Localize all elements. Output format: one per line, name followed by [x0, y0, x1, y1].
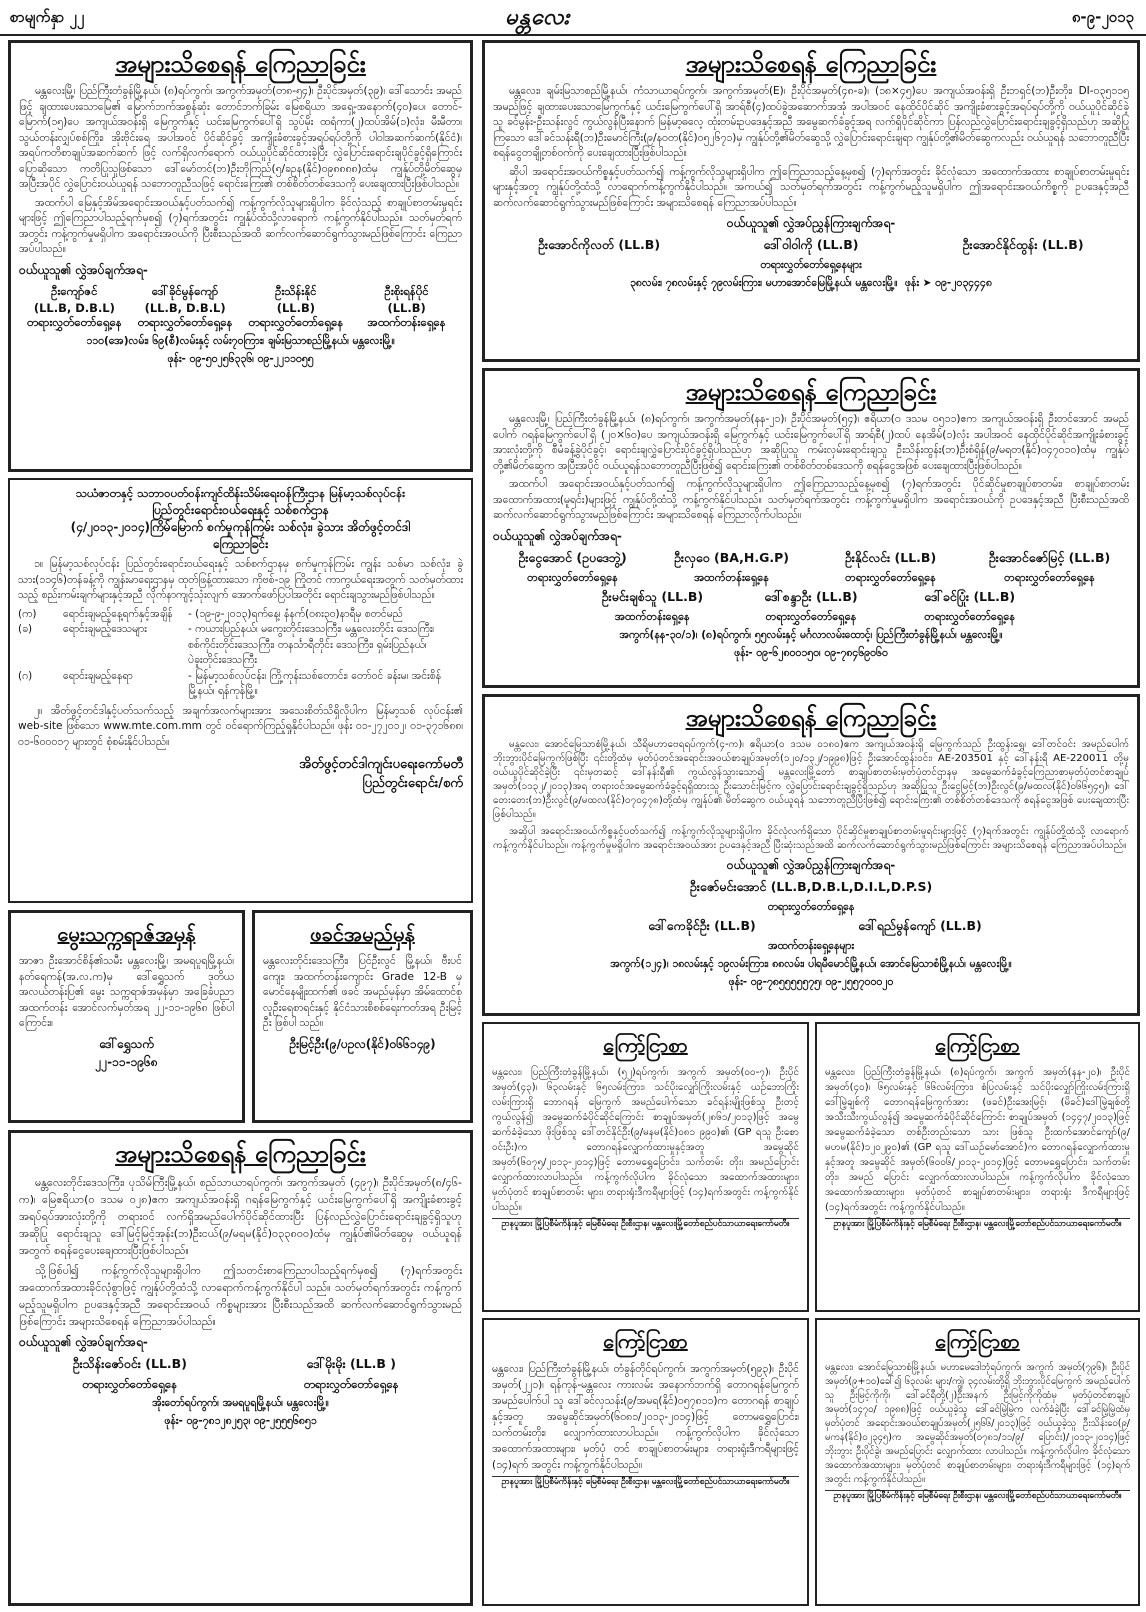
lawyer: ဦးသိန်းနိုင် (LL.B) တရားလွှတ်တော်ရှေ့နေ — [248, 283, 344, 329]
notice-paragraph: မန္တလေး၊ အောင်မြေသာစံမြို့နယ်၊ သီရိမဟာဗေရရပ်ကွက်(၄-က)၊ ဧရိယာ(၀ ဒသမ ၀၁၈၀)ဧက အကျယ်အဝန်းရှိ မြေကွက်သည် ဦးထွန်းရွှေ၊ ဒေါ်တင်ဝင်း အမည်ပေါက် ဘိုးဘွားပိုင်မြေကွက်ဖြစ်ပြီး ၎င်းတို့ထံမှ မှတ်ပုံတင်အရောင်းအဝယ်စာချုပ်အမှတ်(၁၂၀/၁၃၂/၁၉၉၈)ဖြင့် ဦးအောင်ထွန်းဝင်း၊ AE-203501 နှင့် ဒေါ်နန်းရီ AE-220011 တို့မှ ဝယ်ယူပိုင်ဆိုင်ခဲ့ပြီး ၎င်းမှတဆင့် ဒေါ်နန်းရီ၏ ကွယ်လွန်သွားသော၍ မန္တလေးမြို့တော် စာချုပ်စာတမ်းမှတ်ပုံတင်ဌာနမှ အမွေဆက်ခံခွင့်ကြေညာစာမှတ်ပုံတင်စာချုပ်အမှတ်(၁၁၃၂/၂၀၁၃)အရ တရားဝင်အမွေဆက်ခံခွင့်ရရှိထားသူ ဦးသောင်းမြင့်က လွှဲပြောင်းရောင်းချခွင့်ရှိသည်ဟု အဆိုပြုသူ ဦးငွေမြင့်(ဘ)ဦးလွင်(၉/မထလ(နိုင်)၀၆၆၅၄၅)၊ ဒေါ်တေးတေး(ဘ)ဦးလွင်(၉/မထလ(နိုင်)၀၇၀၄၇၈)တို့ထံမှ ကျွန်ုပ်၏ မိတ်ဆွေက ဝယ်ယူရန် သဘောတူညီပြီးဖြစ်၍ ရောင်းကြေး၏ တစ်စိတ်တစ်ဒေသကို စရန်ငွေအဖြစ် ပေးချေထားပြီးဖြစ်ပါသည်။ — [493, 739, 1129, 820]
office-address: ၁၁၀(အေ)လမ်း၊ ၆၉(စီ)လမ်းနှင့် လမ်း၇၀ကြား၊ ချမ်းမြသာစည်မြို့နယ်၊ မန္တလေးမြို့။ — [86, 334, 395, 347]
office-phone: ဖုန်း ➤ ၀၉-၂၀၃၄၄၄၈ — [904, 277, 992, 289]
lawyer-role: တရားလွှတ်တော်ရှေ့နေ — [527, 570, 618, 584]
lawyer: ဦးစိုးရန်ပိုင် (LL.B) အထက်တန်းရှေ့နေ — [367, 283, 446, 329]
tender-item: (က) ရောင်းချမည့်နေ့ရက်နှင့်အချိန် - (၁၉-၉-၂၀၁၃)ရက်နေ့၊ နံနက်(၀၈း၃၀)နာရီမှ စတင်မည် — [18, 607, 403, 620]
notice-body — [493, 412, 1129, 524]
notice-public-1 — [8, 40, 473, 472]
notice-body — [19, 1174, 462, 1330]
notice-public-5 — [8, 1130, 473, 1606]
tender-department: ပြည်တွင်းရောင်းဝယ်ရေးနှင့် သစ်စက်ဌာန — [152, 503, 329, 517]
lawyer: ဒေါ်ကေခိုင်ဦး (LL.B) — [648, 918, 756, 933]
tender-heading: ကြေညာခြင်း — [212, 537, 269, 551]
mandate-line: ဝယ်ယူသူ၏ လွှဲအပ်ချက်အရ- — [19, 262, 148, 277]
issuer-footer: ဥာနပူအား မြို့ပြစီမံကိန်းနှင့် မြေစီမံရေး ဦးစီးဌာန၊ မန္တလေးမြို့တော်စည်ပင်သာယာရေးကော်မတီ။ — [492, 1218, 799, 1231]
lawyer: ဒေါ်မိုးမိုး (LL.B ) — [306, 1356, 396, 1371]
lawyer: ဦးကျော်ဇင် (LL.B, D.B.L) တရားလွှတ်တော်ရှေ့နေ — [26, 283, 122, 329]
notice-title: ကြော်ငြာစာ — [935, 1033, 1020, 1057]
signer-name: ဦးမြင့်ဦး(၉/ပဥလ(နိုင်)၀၆၆၁၄၉) — [289, 1036, 436, 1051]
notice-body — [493, 84, 1129, 211]
notice-paragraph: ဆိုပါ အရောင်းအဝယ်ကိစ္စနှင့်ပတ်သက်၍ ကန့်ကွက်လိုသူများရှိပါက ဤကြေညာသည့်နေ့မှစ၍ (၇)ရက်အတွင်း ခိုင်လုံသော အထောက်အထား စာချုပ်စာတမ်းမူရင်းများနှင့်အတူ ကျွန်ုပ်တို့ထံသို့ လာရောက်ကန့်ကွက်နိုင်ပါသည်။ အကယ်၍ သတ်မှတ်ရက်အတွင်း ကန့်ကွက်မည့်သူမရှိပါက ဤအရောင်းအဝယ်ကိစ္စကို ဥပဒေနှင့်အညီ ဆက်လက်ဆောင်ရွက်သွားမည်ဖြစ်ကြောင်း အများသိစေရန် ကြေညာအပ်ပါသည်။ — [493, 165, 1129, 209]
lawyer-role: တရားလွှတ်တော်ရှေ့နေ — [765, 609, 857, 623]
tender-body — [18, 557, 463, 604]
notice-title: ကြော်ငြာစာ — [603, 1033, 688, 1057]
lawyer: ဒေါ်ခင်ပြုံး (LL.B) — [924, 588, 1016, 604]
lawyer-row — [493, 237, 1129, 256]
office-address: အိုးတော်ရပ်ကွက်၊ အမရပူရမြို့နယ်၊ မန္တလေးမြို့။ — [152, 1397, 329, 1409]
mandate-line: ဝယ်ယူသူ၏ လွှဲအပ်ညွှန်ကြားချက်အရ- — [726, 858, 896, 872]
lawyer-role: တရားလွှတ်တော်ရှေ့နေ — [303, 1377, 399, 1391]
land-notice-1 — [482, 1022, 809, 1312]
lawyer-row — [493, 918, 1129, 937]
notice-public-3 — [482, 368, 1140, 688]
notice-paragraph: အထက်ပါ အရောင်းအဝယ်နှင့်ပတ်သက်၍ ကန့်ကွက်လိုသူများရှိပါက ဤကြေညာသည့်နေ့မှစ၍ (၇)ရက်အတွင်း ပိုင်ဆိုင်မှုစာချုပ်စာတမ်း၊ စာချုပ်စာတမ်း အထောက်အထား(မူရင်း)များဖြင့် ကျွန်ုပ်တို့ထံသို့ ကန့်ကွက်နိုင်ပါသည်။ သတ်မှတ်ရက်အတွင်း ကန့်ကွက်မှုမရှိပါက အရောင်းအဝယ်ကို ဥပဒေနှင့်အညီ ပြီးစီးသည်အထိ ဆက်လက်ဆောင်ရွက်သွားမည်ဖြစ်ကြောင်း အများသိစေရန် ကြေညာလိုက်ပါသည်။ — [493, 478, 1129, 521]
newspaper-logo: မန္တလေး — [505, 5, 571, 30]
office-phone: ဖုန်း- ၀၉-၇၈၅၅၅၅၅၇၅၊ ၀၉-၂၅၅၇၀၀၀၂၀ — [728, 976, 894, 988]
issuer-footer: ဥာနပူအား မြို့ပြစီမံကိန်းနှင့် မြေစီမံရေး ဦးစီးဌာန၊ မန္တလေးမြို့တော်စည်ပင်သာယာရေးကော်မတီ။ — [492, 1476, 799, 1489]
notice-body: မန္တလေး၊ ပြည်ကြီးတံခွန်မြို့နယ်၊ (၈)ရပ်ကွက်၊ အကွက် အမှတ်(နန-၂၀)၊ ဦးပိုင်အမှတ်(၄၀)၊ ၆၅လမ်းနှင့် ၆၆လမ်းကြား၊ စံပြလမ်းနှင့် သင်ပိုးလျှော်ကြိုးလမ်းကြားရှိ ဒေါ်မြဲ့ချစ်ကို တောဂရန်မြေကွက်အား (ဖခင်)ဦးအေးမြင့်၊ (မိခင်)ဒေါ်မြဲ့ချစ်တို့ အသီးသီးကွယ်လွန်၍ အမွေဆက်ခံပိုင်ဆိုင်ကြောင်း စာချုပ်အမှတ် (၁၄၄၇/၂၀၁၃)ဖြင့် အမွေဆက်ခံခဲ့သော တစ်ဦးတည်းသော သား ဖြစ်သူ ဦးထက်အောင်ကျော်(၉/မဟမ(နိုင်)၁၂၀၂၉၀)၏ (GP ရသူ ဒေါ်ယဉ်မော်အောင်)က တောဂရန်လျှောက်ထားမှုနှင့်အတူ အမွေဆိုင် အမှတ်(၆၀၀၆/၂၀၁၃-၂၀၁၄)ဖြင့် တောမရွှေပြောင်း၊ သက်တမ်းတိုး၊ အမည် ပြောင်း လျှောက်ထားလာပါသည်။ ကန့်ကွက်လိုပါက ခိုင်လုံသော အထောက်အထားများ၊ မှတ်ပုံတင် စာချုပ်စာတမ်းများ၊ တရားရုံး ဒီကရီများဖြင့် (၁၄)ရက်အတွင်း ကန့်ကွက်နိုင်ပါသည်။ — [825, 1067, 1130, 1213]
lawyer: ဒေါ်ဝါဝါကို (LL.B) — [763, 237, 859, 252]
notice-title: ဖခင်အမည်မှန် — [310, 922, 415, 946]
notice-paragraph: မန္တလေး၊ ချမ်းမြသာစည်မြို့နယ်၊ ကံသာယာရပ်ကွက်၊ အကွက်အမှတ်(E)၊ ဦးပိုင်အမှတ်(၄၈-ခ)၊ (၁၈×၄၅)ပေ အကျယ်အဝန်းရှိ ဦးဘရှင်(ဘ)ဦးတိုး၊ DI-၀၃၅၁၁၅ အမည်ဖြင့် ချထားပေးသောမြေကွက်နှင့် ယင်းမြေကွက်ပေါ်ရှိ အာရ်စီ(၄)ထပ်ခွဲအဆောက်အအုံ အပါအဝင် နေထိုင်ပိုင်ဆိုင် အကျိုးခံစားခွင့်အရပ်ရပ်တို့ကို ဝယ်ယူပိုင်ဆိုင်ခဲ့သူ ခင်မွန်း-ဦးသန်းလွင် ကွယ်လွန်ပြီးနောက် မြန်မာ့ဓလေ့ ထုံးတမ်းဥပဒေနှင့်အညီ အမွေဆက်ခံခွင့်အရ လက်ရှိပိုင်ဆိုင်ကာ ပြန်လည်လွှဲပြောင်းရောင်းချခွင့်ရှိသည်ဟု အဆိုပြုကြသော ဒေါ်ခင်သန်းရီ(ဘ)ဦးမောင်ကြီး(၉/နဝတ(နိုင်)၀၅၂၆၇၁)မှ ကျွန်ုပ်တို့၏မိတ်ဆွေသို့ လွှဲပြောင်းရောင်းချရာ ကျွန်ုပ်တို့၏မိတ်ဆွေကလည်း ဝယ်ယူရန် သဘောတူညီပြီး စရန်ငွေတချို့တစ်ဝက်ကို ပေးချေထားပြီးဖြစ်ပါသည်။ — [493, 85, 1129, 159]
issuer-footer: ဥာနပူအား မြို့ပြစီမံကိန်းနှင့် မြေစီမံရေး ဦးစီးဌာန၊ မန္တလေးမြို့တော်စည်ပင်သာယာရေးကော်မတီ။ — [825, 1490, 1130, 1503]
lawyer: ဒေါ်ခိုင်မွန်ကျော် (LL.B, D.B.L) တရားလွှတ်တော်ရှေ့နေ — [137, 283, 233, 329]
notice-paragraph: အထက်ပါ မြေနှင့်အိမ်အရောင်းအဝယ်နှင့်ပတ်သက်၍ ကန့်ကွက်လိုသူများရှိပါက ခိုင်လုံသည့် စာချုပ်စာတမ်းမူရင်းများဖြင့် ဤကြေညာပါသည့်ရက်မှစ၍ (၇)ရက်အတွင်း ကျွန်ုပ်ထံသို့လာရောက် ကန့်ကွက်နိုင်ပါသည်။ သတ်မှတ်ရက်အတွင်း ကန့်ကွက်မှုမရှိပါက အရောင်းအဝယ်ကို ပြီးစီးသည်အထိ ဆက်လက်ဆောင်ရွက်သွားမည်ဖြစ်ကြောင်း ကြေညာအပ်ပါသည်။ — [19, 196, 462, 255]
lawyer-role: တရားလွှတ်တော်ရှေ့နေ — [845, 570, 936, 584]
notice-paragraph: မန္တလေးတိုင်းဒေသကြီး၊ ပုသိမ်ကြီးမြို့နယ်၊ စည်သာယာရပ်ကွက်၊ အကွက်အမှတ် (၄၉၇)၊ ဦးပိုင်အမှတ်(၈/၄၆-က)၊ မြေဧရိယာ(၀ ဒသမ ၀၂၈)ဧက အကျယ်အဝန်းရှိ ဂရန်မြေကွက်နှင့် ယင်းမြေကွက်ပေါ်ရှိ အကျိုးခံစားခွင့်အရပ်ရပ်အားလုံးတို့ကို တရားဝင် လက်ရှိအမည်ပေါက်ပိုင်ဆိုင်ထားပြီး ပြန်လည်လွှဲပြောင်းရောင်းချခွင့်ရှိသူဟု အဆိုပြု ရောင်းချသူ ဒေါ်မြင့်မြင့်အုန်း(ဘ)ဦးငယ်(၉/မရမ(နိုင်)၀၃၃၈၀၀)ထံမှ ကျွန်ုပ်၏မိတ်ဆွေမှ ဝယ်ယူရန်အတွက် စရန်ငွေပေးချေထားပြီးဖြစ်ပါသည်။ — [19, 1176, 462, 1257]
notice-paragraph: မန္တလေးမြို့၊ ပြည်ကြီးတံခွန်မြို့နယ်၊ (၈)ရပ်ကွက်၊ အကွက်အမှတ်(နန-၂၁)၊ ဦးပိုင်အမှတ်(၅၄)၊ ဧရိယာ(၀ ဒသမ ၀၅၁၁)ဧက အကျယ်အဝန်းရှိ ဦးတင်အောင် အမည်ပေါက် ဂရန်မြေကွက်ပေါ်ရှိ (၂၀×၆၀)ပေ အကျယ်အဝန်းရှိ မြေကွက်နှင့် ယင်းမြေကွက်ပေါ်ရှိ အာရ်စီ(၂)ထပ် နေအိမ်(၁)လုံး အပါအဝင် နေထိုင်ပိုင်ဆိုင်အကျိုးခံစားခွင့်အားလုံးတို့ကို စီမံခန့်ခွဲပိုင်ခွင့်၊ ရောင်းချလွှဲပြောင်းပိုင်ခွင့်ရှိပါသည်ဟု အဆိုပြုသူ ကမ်းလှမ်းရောင်းချသူ ဦးသိန်းထွန်း(ဘ)ဦးစံရှိန်(၉/မရတ(နိုင်)၀၄၇၀၁၀)ထံမှ ကျွန်ုပ်တို့၏မိတ်ဆွေက အပြီးအပိုင် ဝယ်ယူရန်သဘောတူညီပြီးဖြစ်၍ ရောင်းကြေး၏ တစ်စိတ်တစ်ဒေသကို စရန်ငွေအဖြစ် ပေးချေထားပြီးဖြစ်ပါသည်။ — [493, 413, 1129, 472]
notice-title: အများသိစေရန် ကြေညာခြင်း — [685, 50, 937, 78]
lawyer-row — [493, 550, 1129, 569]
page-header — [0, 0, 1146, 36]
issue-date: ၈-၉-၂၀၁၃ — [1071, 8, 1134, 26]
lawyer-role: တရားလွှတ်တော်ရှေ့နေ — [82, 1377, 178, 1391]
office-phone: ဖုန်း- ၀၉-၆၂၈၀၀၁၅၀၊ ၀၉-၇၈၄၆၉၀၆၀ — [734, 646, 888, 659]
lawyer-role: အထက်တန်းရှေ့နေများ — [767, 940, 855, 952]
lawyer: ဦးအောင်ဇော်မြင့် (LL.B) — [988, 549, 1111, 565]
signer-name: ဒေါ်ရွှေသက် — [99, 1036, 154, 1051]
notice-body: မန္တလေး၊ အောင်မြေသာစံမြို့နယ်၊ မဟာမေဒေါဘုံရပ်ကွက်၊ အကွက် အမှတ်(၇၉၆)၊ ဦးပိုင်အမှတ်(၉+၁၀)ခေါ်၍ ၆၃လမ်း များ/ကျွဲ၊ ၃၄လမ်းတို့ရှိ ဘိုးဘွားပိုင်မြေကွက် အမည်ပေါက်သူ ဦးမြင့်ကိုကို၊ ဒေါ်ခင်ရီတို့(၂)ဦးအနက် ဦးမြင့်ကိုကိုထံမှ မှတ်ပုံတင်စာချုပ်အမှတ်(၁၄၇၀/ ၁၉၈၈)ဖြင့် ဝယ်ယူခဲ့သူ ဒေါ်ခင်မြဲ့မြဲ့က လက်ခံခဲ့ပြီး ဒေါ်ခင်မြဲ့မြဲ့ထံမှ မှတ်ပုံတင် အရောင်းအဝယ်စာချုပ်အမှတ်(၂၅၆၆/၂၀၁၃)ဖြင့် ဝယ်ယူခဲ့သူ ဦးသိန်းဝေ(၉/မကန(နိုင်)၀၂၃၄၅)က အမွေဆိုင်အမှတ်(၀၇၈၁/၁၁/၉/ ပြောင်း)/၂၀၁၃-၂၀၁၄)ဖြင့် ဘိုးဘွား ဦးပိုင်ခွဲ၊ အမည်ပြောင်း လျှောက်ထား လာပါသည်။ ကန့်ကွက်လိုပါက ခိုင်လုံသော အထောက်အထားများ၊ မှတ်ပုံတင် စာချုပ်စာတမ်းများ၊ တရားရုံးဒီကရီများဖြင့် (၁၄)ရက်အတွင်း ကန့်ကွက်နိုင်ပါသည်။ — [825, 1362, 1130, 1485]
lawyer: ဒေါ်ရည်မွန်ကျော် (LL.B) — [858, 918, 982, 933]
tender-paragraph: ၁။ မြန်မာ့သစ်လုပ်ငန်း ပြည်တွင်းရောင်းဝယ်ရေးနှင့် သစ်စက်ဌာနမှ စက်မှုကုန်ကြမ်း ကျွန်း သစ်မာ သစ်လုံး၊ ခွဲသား(၁၁၄၆)တန်ခန့်ကို ကျွန်းမာရေးဌာနမှ ထုတ်ဖြန့်ထားသော ကိုဗစ်-၁၉ ကြိုတင် ကာကွယ်ရေးအတွက် သတ်မှတ်ထားသည့် စည်းကမ်းချက်များနှင့်အညီ လိုက်နာကျင့်သုံးလျက် အောက်ဖော်ပြပါအတိုင်း ရောင်းချသွားမည်ဖြစ်ပါသည်။ — [18, 558, 463, 601]
notice-title: အများသိစေရန် ကြေညာခြင်း — [115, 50, 366, 78]
notice-paragraph: မန္တလေးမြို့၊ ပြည်ကြီးတံခွန်မြို့နယ်၊ (၈)ရပ်ကွက်၊ အကွက်အမှတ်(တ၈-၅၄)၊ ဦးပိုင်အမှတ်(၃၉)၊ ဒေါ်သောင်း အမည်ဖြင့် ချထားပေးသောမြေ၏ မြောက်ဘက်အစွန်ဆုံး တောင်ဘက်ခြမ်း မြေစရိယာ အရှေ့-အနောက်(၄၀)ပေ၊ တောင်-မြောက်(၁၅)ပေ အကျယ်အဝန်းရှိ မြေကွက်နှင့် ယင်းမြေကွက်ပေါ်ရှိ သွပ်မိုး ထရံကာ(၂)ထပ်အိမ်(၁)လုံး၊ မီးမီတာ၊ သွယ်တန်းလျှပ်စစ်ကြိုး၊ အိုးဗိုင်းရေ အပါအဝင် ပိုင်ဆိုင်ခွင့် အကျိုးခံစားခွင့်အရပ်ရပ်တို့ကို ပါဝါအဆက်ဆက်(နိုင်ငံ)၊ အရပ်ကတိစာချုပ်အဆက်ဆက် ဖြင့် လက်ရှိလက်ရောက် ဝယ်ယူပိုင်ဆိုင်ထားခဲ့ပြီး လွှဲပြောင်းရောင်းချပိုင်ခွင့်ရှိကြောင်း ပြောဆိုသော ကတိပြုသူဖြစ်သော ဒေါ်မော်တင်(ဘ)ဦးဘိုကြည်(၅/ခဥန(နိုင်)၀၉၈၈၈၈)ထံမှ ကျွန်ုပ်တို့မိတ်ဆွေမှ အပြီးအပိုင် လွှဲပြောင်းဝယ်ယူရန် သဘောတူညီသဖြင့် ရောင်းကြေး၏ တစ်စိတ်တစ်ဒေသကို ပေးချေထားပြီးဖြစ်ပါသည်။ — [19, 85, 462, 190]
office-phone: ဖုန်း- ၀၉-၅၀၂၅၆၃၃၆၊ ၀၉-၂၂၁၁၀၅၅ — [167, 352, 314, 365]
lawyer: ဦးအောင်ကိုလတ် (LL.B) — [537, 237, 661, 252]
notice-body: မန္တလေးတိုင်းဒေသကြီး၊ ပြင်ဦးလွင် မြို့နယ်၊ ဗီးပင်ကျေး၊ အထက်တန်းကျောင်း Grade 12-B မှ မောင်နေမျိုးထက်၏ ဖခင် အမည်မှန်မှာ အိမ်ထောင်စုလူဦးရေစာရင်းနှင့် နိုင်ငံသားစိစစ်ရေးကတ်အရ ဦးမြင့်ဦး ဖြစ်ပါ သည်။ — [263, 955, 462, 1029]
land-notice-3 — [482, 1318, 809, 1606]
page-number: စာမျက်နှာ ၂၂ — [10, 8, 85, 26]
lawyer: ဦးလှဝေ (BA,H.G.P) — [674, 549, 789, 565]
notice-paragraph: အဆိုပါ အရောင်းအဝယ်ကိစ္စနှင့်ပတ်သက်၍ ကန့်ကွက်လိုသူများရှိပါက ခိုင်လုံလက်ရှိသော ပိုင်ဆိုင်မှုစာချုပ်စာတမ်းမူရင်းများဖြင့် (၇)ရက်အတွင်း ကျွန်ုပ်တို့ထံသို့ လာရောက်ကန့်ကွက်နိုင်ပါသည်။ ကန့်ကွက်မှုမရှိပါက အရောင်းအဝယ်အား ဥပဒေနှင့်အညီ ပြီးဆုံးသည်အထိ ဆက်လက်ဆောင်ရွက်သွားမည်ဖြစ်ကြောင်း အများသိစေရန် ကြေညာအပ်ပါသည်။ — [493, 826, 1129, 851]
mandate-line: ဝယ်ယူသူ၏ လွှဲအပ်ချက်အရ- — [19, 1335, 148, 1349]
committee-unit: ပြည်တွင်းရောင်း/စက် — [362, 776, 463, 791]
birthdate-correction — [8, 910, 245, 1123]
tender-item: (ဂ) ရောင်းချမည့်နေရာ - မြန်မာ့သစ်လုပ်ငန်း၊ ကြို့ကုန်းသစ်တောင်း၊ တော်ဝင် ခန်းမ၊ အင်းစိန်မြို့နယ်၊ ရန်ကုန်မြို့။ — [18, 669, 442, 697]
office-address: အကွက်(နန-၃၀/၁)၊ (၈)ရပ်ကွက်၊ ၅၅လမ်းနှင့် မင်္ဂလာလမ်းထောင့်၊ ပြည်ကြီးတံခွန်မြို့နယ်၊ မန္တလေးမြို့။ — [619, 628, 1003, 641]
land-notice-4 — [815, 1318, 1140, 1606]
notice-title: အများသိစေရန် ကြေညာခြင်း — [685, 704, 937, 732]
lawyer-role: တရားလွှတ်တော်ရှေ့နေ — [767, 901, 855, 913]
notice-title: အများသိစေရန် ကြေညာခြင်း — [685, 378, 937, 406]
lawyer-role: တရားလွှတ်တော်ရှေ့နေများ — [760, 259, 862, 271]
land-notice-2 — [815, 1022, 1140, 1312]
notice-title: မွေးသက္ကရာဇ်အမှန် — [57, 922, 196, 946]
signer-date: ၂၂-၁၁-၁၉၆၈ — [95, 1054, 158, 1069]
committee-signature: အိတ်ဖွင့်တင်ဒါကျင်းပရေးကော်မတီ — [299, 757, 463, 772]
tender-title: (၄/၂၀၁၃-၂၀၁၄)ကြိမ်မြောက် စက်မှုကုန်ကြမ်း သစ်လုံး၊ ခွဲသား အိတ်ဖွင့်တင်ဒါ — [70, 520, 411, 534]
lawyer-role: အထက်တန်းရှေ့နေ — [694, 570, 769, 584]
tender-item: (ခ) ရောင်းချမည့်ဒေသများ - ကယားပြည်နယ်၊ မကွေးတိုင်းဒေသကြီး၊ မန္တလေးတိုင်း ဒေသကြီး၊ စစ်ကိုင်းတိုင်းဒေသကြီး၊ တနင်္သာရီတိုင်း ဒေသကြီး၊ ရှမ်းပြည်နယ်၊ ပဲခူးတိုင်းဒေသကြီး — [18, 623, 435, 666]
tender-org: သယံဇာတနှင့် သဘာဝပတ်ဝန်းကျင်ထိန်းသိမ်းရေးဝန်ကြီးဌာန မြန်မာ့သစ်လုပ်ငန်း — [75, 486, 406, 500]
notice-body: မန္တလေး၊ ပြည်ကြီးတံခွန်မြို့နယ်၊ (၅၂)ရပ်ကွက်၊ အကွက် အမှတ်(၀၀-၇)၊ ဦးပိုင်အမှတ်(၄၃)၊ ၆၃လမ်းနှင့် ၆၅လမ်းကြား၊ သင်ပိုးလျှော်ကြိုးလမ်းနှင့် ယဉ်ဘောကြိုးလမ်းကြားရှိ ဘောဂရန် မြေကွက် အမည်ပေါက်သော ခင်ရန်းမျိုးဖြစ်သူ ဦးတင့် ကွယ်လွန်၍ အမွေဆက်ခံပိုင်ဆိုင်ကြောင်း စာချုပ်အမှတ်(၂၈၆၁/၂၀၁၃)ဖြင့် အမွေဆက်ခံခဲ့သော ဖိုးဖြစ်သူ ဒေါ်တင်နိုင်ဦး(၉/မနမ(နိုင်)၀၈၁ ၉၉၀)၏ (GP ရသူ ဦးစောဝင်းဦး)က တောဂရန်လျှောက်ထားမှုနှင့်အတူ အမွေဆိုင် အမှတ်(၆၀၇၅/၂၀၁၃-၂၀၁၄)ဖြင့် တောမရွှေပြောင်း၊ သက်တမ်း တိုး၊ အမည်ပြောင်း လျှောက်ထားလာပါသည်။ ကန့်ကွက်လိုပါက ခိုင်လုံသော အထောက်အထားများ၊ မှတ်ပုံတင် စာချုပ်စာတမ်း များ၊ တရားရုံးဒီကရီများဖြင့် (၁၄)ရက်အတွင်း ကန့်ကွက်နိုင်ပါသည်။ — [492, 1067, 799, 1213]
notice-body: မန္တလေး၊ ပြည်ကြီးတံခွန်မြို့နယ်၊ တံခွန်တိုင်ရပ်ကွက်၊ အကွက်အမှတ်(၅၉၃)၊ ဦးပိုင်အမှတ်(၂၂၁)၊ ရန်ကုန်-မန္တလေး ကားလမ်း အနောက်ဘက်ရှိ တောဂရန်မြေကွက် အမည်ပေါက်ပါ သူ ဒေါ်ခင်လှသန်း(၉/အမရ(နိုင်)၀၅၇၈၁၁)က တောဂရန် စာချုပ်နှင့်အတူ အမွေဆိုင်အမှတ်(၆၀၈၁/၂၀၁၃-၂၀၁၄)ဖြင့် တောမရွှေပြောင်း၊ သက်တမ်းတိုး၊ လျှောက်ထားလာပါသည်။ ကန့်ကွက်လိုပါက ခိုင်လုံသော အထောက်အထားများ၊ မှတ်ပုံ တင် စာချုပ်စာတမ်းများ၊ တရားရုံးဒီကရီများဖြင့် (၁၄)ရက် အတွင်း ကန့်ကွက်နိုင်ပါသည်။ — [492, 1363, 799, 1471]
notice-paragraph: သို့ဖြစ်ပါ၍ ကန့်ကွက်လိုသူများရှိပါက ဤသတင်းစာကြေညာပါသည့်ရက်မှစ၍ (၇)ရက်အတွင်း အထောက်အထားခိုင်လုံစွာဖြင့် ကျွန်ုပ်တို့ထံသို့ လာရောက်ကန့်ကွက်နိုင်ပါ သည်။ သတ်မှတ်ရက်အတွင်း ကန့်ကွက်မည့်သူမရှိပါက ဥပဒေနှင့်အညီ အရောင်းအဝယ် ကိစ္စများအား ပြီးစီးသည်အထိ ဆက်လက်ဆောင်ရွက်သွားမည်ဖြစ်ကြောင်း အများသိစေရန် ကြေညာအပ်ပါသည်။ — [19, 1264, 462, 1328]
office-address: ၃၈လမ်း၊ ၇၈လမ်းနှင့် ၇၉လမ်းကြား၊ မဟာအောင်မြေမြို့နယ်၊ မန္တလေးမြို့။ ဖုန်း ➤ ၀၉-၂၀၃၄၄၄၈ — [630, 277, 992, 289]
mandate-line: ဝယ်ယူသူ၏ လွှဲအပ်ညွှန်ကြားချက်အရ- — [726, 216, 896, 230]
lawyer-list — [19, 284, 462, 332]
lawyer: ဦးအောင်နိုင်ထွန်း (LL.B) — [962, 237, 1084, 252]
father-name-correction — [252, 910, 473, 1123]
lawyer-row — [19, 1356, 462, 1375]
issuer-footer: ဥာနပူအား မြို့ပြစီမံကိန်းနှင့် မြေစီမံရေး ဦးစီးဌာန၊ မန္တလေးမြို့တော်စည်ပင်သာယာရေးကော်မတီ။ — [825, 1218, 1130, 1231]
lawyer: ဒေါ်စန္ဒာဦး (LL.B) — [764, 588, 858, 604]
tender-body — [18, 704, 463, 751]
notice-body: အာဇာ ဦးအောင်စိန်၏သမီး မန္တလေးမြို့၊ အမရပူရမြို့နယ်၊ နတ်ရေကန်(အ.လ.က)မှ ဒေါ်ရွှေသက် ဒုတိယ အလယ်တန်းပြ၏ မွေး သက္ကရာဇ်အမှန်မှာ အခြေခံပညာ အထက်တန်း အောင်လက်မှတ်အရ ၂၂-၁၁-၁၉၆၈ ဖြစ်ပါ ကြောင်း။ — [19, 955, 234, 1029]
office-address: အကွက်(၁၂၄)၊ ၁၈လမ်းနှင့် ၁၉လမ်းကြား၊ ၈၈လမ်း၊ ပါရမီမောင်မြို့နယ်၊ အောင်မြေသာစံမြို့နယ်၊ မန္တလေးမြို့။ — [610, 958, 1012, 970]
notice-body — [19, 84, 462, 258]
notice-public-2 — [482, 40, 1140, 362]
tender-notice — [8, 478, 473, 903]
notice-title: ကြော်ငြာစာ — [603, 1329, 688, 1353]
lawyer-role: အထက်တန်းရှေ့နေ — [614, 609, 690, 623]
lawyer: ဦးနိုင်လင်း (LL.B) — [844, 549, 937, 565]
notice-title: အများသိစေရန် ကြေညာခြင်း — [115, 1140, 366, 1168]
lawyer-role-row — [19, 1377, 462, 1394]
lawyer: ဦးမင်းချစ်သူ (LL.B) — [601, 588, 704, 604]
notice-public-4 — [482, 694, 1140, 1016]
lead-lawyer: ဦးဇော်မင်းအောင် (LL.B,D.B.L,D.I.L,D.P.S) — [689, 879, 933, 894]
lawyer-role: တရားလွှတ်တော်ရှေ့နေ — [1004, 570, 1095, 584]
lawyer: ဦးသိန်းဇော်ဝင်း (LL.B) — [72, 1356, 187, 1371]
office-phone: ဖုန်း- ၀၉-၇၈၁၂၈၂၅၃၊ ၀၉-၂၅၅၅၆၈၅၁ — [164, 1415, 317, 1427]
lawyer-role-row — [493, 610, 1129, 626]
notice-body — [493, 738, 1129, 853]
tender-paragraph: ၂။ အိတ်ဖွင့်တင်ဒါနှင့်ပတ်သက်သည့် အချက်အလက်များအား အသေးစိတ်သိရှိလိုပါက မြန်မာ့သစ် လုပ်ငန်း၏ web-site ဖြစ်သော www.mte.com.mm တွင် ဝင်ရောက်ကြည့်ရှုနိုင်ပါသည်။ ဖုန်း ၀၁-၂၇၂၀၁၂၊ ၀၁-၃၇၁၆၈၈၊ ၀၁-၆၀၀၀၁၇ များတွင် စုံစမ်းနိုင်ပါသည်။ — [18, 704, 463, 748]
lawyer-role-row — [493, 571, 1129, 587]
mandate-line: ဝယ်ယူသူ၏ လွှဲအပ်ချက်အရ- — [493, 528, 622, 543]
notice-title: ကြော်ငြာစာ — [935, 1329, 1020, 1353]
lawyer-row — [493, 589, 1129, 608]
lawyer-role: တရားလွှတ်တော်ရှေ့နေ — [924, 609, 1016, 623]
lawyer: ဦးငွေအောင် (ဥပဒေဘွဲ့) — [518, 549, 627, 565]
